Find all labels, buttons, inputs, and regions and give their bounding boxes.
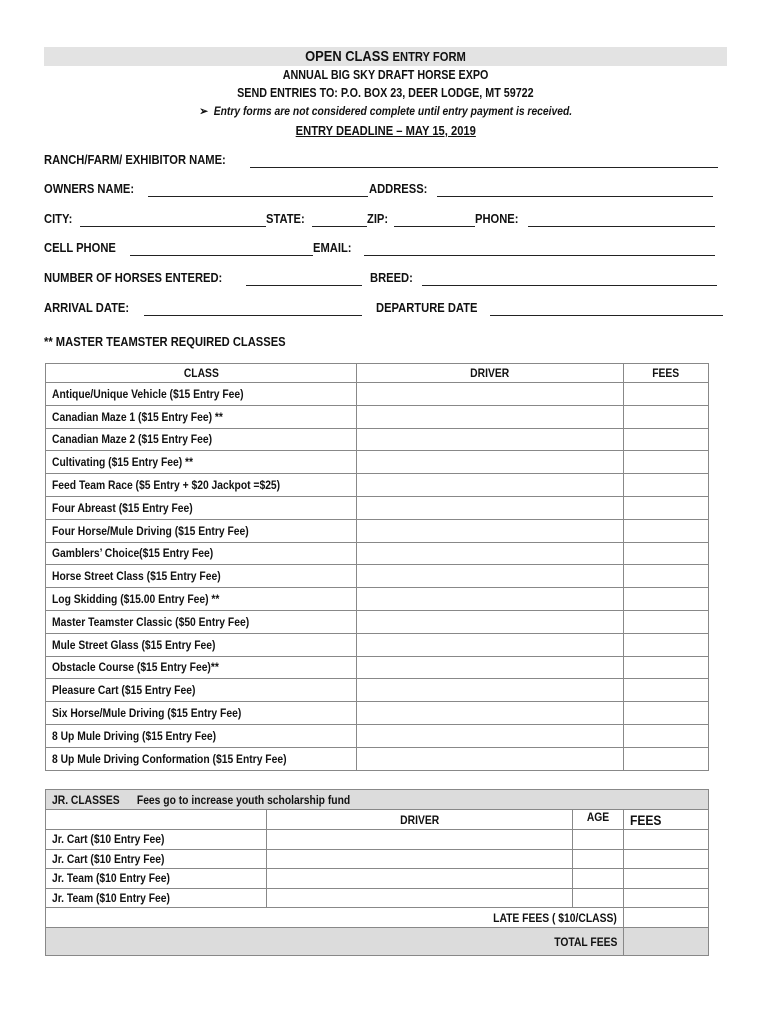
class-name-cell	[46, 610, 357, 633]
jr-fees-input[interactable]	[624, 849, 709, 869]
class-row	[46, 747, 709, 770]
title-main: OPEN CLASS	[305, 48, 393, 65]
jr-class-header-blank	[46, 810, 267, 830]
class-row	[46, 588, 709, 611]
class-name: Log Skidding ($15.00 Entry Fee) **	[52, 592, 220, 607]
driver-input[interactable]	[356, 542, 623, 565]
class-name-cell	[46, 519, 357, 542]
driver-input[interactable]	[356, 405, 623, 428]
class-name: Gamblers’ Choice($15 Entry Fee)	[52, 546, 214, 561]
dates-field-row	[44, 300, 727, 320]
jr-age-input[interactable]	[573, 888, 624, 908]
class-row	[46, 656, 709, 679]
state-label: STATE:	[266, 211, 305, 226]
class-name-cell	[46, 542, 357, 565]
driver-input[interactable]	[356, 747, 623, 770]
total-fees-label-cell	[46, 928, 624, 956]
class-name: Canadian Maze 2 ($15 Entry Fee)	[52, 432, 213, 447]
jr-fees-input[interactable]	[624, 869, 709, 889]
class-header: CLASS	[46, 364, 357, 383]
class-row	[46, 702, 709, 725]
class-row	[46, 542, 709, 565]
owners-label: OWNERS NAME:	[44, 181, 135, 196]
breed-input-line[interactable]	[422, 284, 717, 286]
payment-note	[44, 104, 727, 118]
class-name: Master Teamster Classic ($50 Entry Fee)	[52, 614, 250, 629]
title-tail: ENTRY FORM	[392, 49, 466, 64]
driver-input[interactable]	[356, 679, 623, 702]
class-row	[46, 451, 709, 474]
state-input-line[interactable]	[312, 225, 367, 227]
fees-input[interactable]	[624, 542, 709, 565]
class-name: Four Abreast ($15 Entry Fee)	[52, 500, 193, 515]
driver-input[interactable]	[356, 610, 623, 633]
driver-input[interactable]	[356, 724, 623, 747]
fees-input[interactable]	[624, 451, 709, 474]
jr-fees-header: FEES	[624, 810, 709, 830]
jr-fees-input[interactable]	[624, 888, 709, 908]
late-fees-label-cell	[46, 908, 624, 928]
address-input-line[interactable]	[437, 195, 713, 197]
class-name: Obstacle Course ($15 Entry Fee)**	[52, 660, 219, 675]
fees-input[interactable]	[624, 519, 709, 542]
class-row	[46, 565, 709, 588]
driver-input[interactable]	[356, 633, 623, 656]
class-name-cell	[46, 724, 357, 747]
email-input-line[interactable]	[364, 254, 715, 256]
driver-input[interactable]	[356, 588, 623, 611]
email-label: EMAIL:	[313, 240, 352, 255]
owners-field-row	[44, 181, 727, 201]
fees-input[interactable]	[624, 747, 709, 770]
master-teamster-text: ** MASTER TEAMSTER REQUIRED CLASSES	[44, 334, 286, 349]
fees-input[interactable]	[624, 496, 709, 519]
jr-age-header: AGE	[573, 810, 624, 830]
fees-input[interactable]	[624, 633, 709, 656]
send-to-text: SEND ENTRIES TO: P.O. BOX 23, DEER LODGE, MT 59722	[237, 86, 534, 100]
fees-input[interactable]	[624, 702, 709, 725]
jr-driver-input[interactable]	[266, 888, 572, 908]
jr-class-name-cell	[46, 830, 267, 850]
ranch-field-row	[44, 152, 727, 172]
class-name-cell	[46, 588, 357, 611]
address-label: ADDRESS:	[369, 181, 428, 196]
jr-scholarship-note: Fees go to increase youth scholarship fund	[136, 792, 351, 807]
class-row	[46, 405, 709, 428]
jr-class-row	[46, 888, 709, 908]
class-name-cell	[46, 405, 357, 428]
jr-age-input[interactable]	[573, 869, 624, 889]
payment-note-text: Entry forms are not considered complete until entry payment is received.	[213, 104, 572, 118]
ranch-label: RANCH/FARM/ EXHIBITOR NAME:	[44, 152, 226, 167]
jr-class-name: Jr. Team ($10 Entry Fee)	[52, 890, 170, 905]
send-to-address	[44, 86, 727, 100]
classes-header-row	[46, 364, 709, 383]
class-row	[46, 519, 709, 542]
breed-label: BREED:	[370, 270, 413, 285]
expo-subtitle-text: ANNUAL BIG SKY DRAFT HORSE EXPO	[282, 68, 489, 82]
driver-input[interactable]	[356, 496, 623, 519]
jr-header-row	[46, 810, 709, 830]
jr-fees-input[interactable]	[624, 830, 709, 850]
class-row	[46, 428, 709, 451]
jr-class-row	[46, 830, 709, 850]
class-row	[46, 496, 709, 519]
class-name-cell	[46, 702, 357, 725]
cell-phone-label: CELL PHONE	[44, 240, 116, 255]
total-fees-row	[46, 928, 709, 956]
jr-driver-input[interactable]	[266, 849, 572, 869]
driver-header: DRIVER	[356, 364, 623, 383]
class-name-cell	[46, 747, 357, 770]
class-name: Pleasure Cart ($15 Entry Fee)	[52, 683, 196, 698]
fees-input[interactable]	[624, 428, 709, 451]
fees-input[interactable]	[624, 474, 709, 497]
cell-field-row	[44, 240, 727, 260]
jr-class-row	[46, 849, 709, 869]
driver-input[interactable]	[356, 656, 623, 679]
jr-class-row	[46, 869, 709, 889]
fees-input[interactable]	[624, 679, 709, 702]
cell-phone-input-line[interactable]	[130, 254, 313, 256]
arrival-date-label: ARRIVAL DATE:	[44, 300, 130, 315]
jr-class-name: Jr. Team ($10 Entry Fee)	[52, 871, 170, 886]
ranch-input-line[interactable]	[250, 166, 718, 168]
entry-deadline	[44, 123, 727, 138]
jr-classes-banner	[46, 790, 709, 810]
city-label: CITY:	[44, 211, 73, 226]
jr-class-name: Jr. Cart ($10 Entry Fee)	[52, 851, 165, 866]
owners-input-line[interactable]	[148, 195, 368, 197]
late-fees-row	[46, 908, 709, 928]
class-name-cell	[46, 496, 357, 519]
driver-input[interactable]	[356, 451, 623, 474]
class-row	[46, 633, 709, 656]
fees-input[interactable]	[624, 724, 709, 747]
horses-field-row	[44, 270, 727, 290]
jr-class-name-cell	[46, 869, 267, 889]
city-field-row	[44, 211, 727, 231]
departure-date-label: DEPARTURE DATE	[376, 300, 478, 315]
jr-class-name: Jr. Cart ($10 Entry Fee)	[52, 832, 165, 847]
classes-table	[45, 363, 709, 771]
class-name: Antique/Unique Vehicle ($15 Entry Fee)	[52, 386, 244, 401]
driver-input[interactable]	[356, 702, 623, 725]
jr-driver-input[interactable]	[266, 869, 572, 889]
driver-input[interactable]	[356, 474, 623, 497]
fees-input[interactable]	[624, 656, 709, 679]
jr-classes-table	[45, 789, 709, 956]
jr-classes-label: JR. CLASSES	[52, 792, 120, 807]
class-name: Six Horse/Mule Driving ($15 Entry Fee)	[52, 706, 242, 721]
expo-subtitle	[44, 68, 727, 82]
phone-input-line[interactable]	[528, 225, 715, 227]
jr-class-name-cell	[46, 849, 267, 869]
deadline-text: ENTRY DEADLINE – MAY 15, 2019	[295, 123, 476, 138]
total-fees-input[interactable]	[624, 928, 709, 956]
total-fees-label: TOTAL FEES	[553, 934, 618, 949]
driver-input[interactable]	[356, 565, 623, 588]
class-row	[46, 610, 709, 633]
jr-age-input[interactable]	[573, 830, 624, 850]
class-name-cell	[46, 656, 357, 679]
class-name-cell	[46, 428, 357, 451]
num-horses-label: NUMBER OF HORSES ENTERED:	[44, 270, 223, 285]
class-name: 8 Up Mule Driving ($15 Entry Fee)	[52, 728, 217, 743]
class-name: Horse Street Class ($15 Entry Fee)	[52, 569, 221, 584]
class-name-cell	[46, 451, 357, 474]
class-row	[46, 383, 709, 406]
zip-label: ZIP:	[367, 211, 389, 226]
class-name-cell	[46, 383, 357, 406]
jr-class-name-cell	[46, 888, 267, 908]
zip-input-line[interactable]	[394, 225, 475, 227]
fees-input[interactable]	[624, 610, 709, 633]
class-name: Cultivating ($15 Entry Fee) **	[52, 455, 194, 470]
phone-label: PHONE:	[475, 211, 519, 226]
jr-driver-header: DRIVER	[266, 810, 572, 830]
num-horses-input-line[interactable]	[246, 284, 362, 286]
class-row	[46, 679, 709, 702]
class-name-cell	[46, 679, 357, 702]
master-teamster-note	[44, 334, 325, 349]
class-row	[46, 474, 709, 497]
driver-input[interactable]	[356, 383, 623, 406]
departure-date-input-line[interactable]	[490, 314, 723, 316]
class-name-cell	[46, 633, 357, 656]
late-fees-input[interactable]	[624, 908, 709, 928]
class-name-cell	[46, 565, 357, 588]
class-name: Four Horse/Mule Driving ($15 Entry Fee)	[52, 523, 249, 538]
fees-header: FEES	[624, 364, 709, 383]
arrow-bullet-icon: ➢	[199, 104, 208, 118]
class-name: Feed Team Race ($5 Entry + $20 Jackpot =$25)	[52, 478, 281, 493]
fees-input[interactable]	[624, 565, 709, 588]
driver-input[interactable]	[356, 519, 623, 542]
class-name: Mule Street Glass ($15 Entry Fee)	[52, 637, 216, 652]
jr-driver-input[interactable]	[266, 830, 572, 850]
form-title	[44, 47, 727, 66]
jr-age-input[interactable]	[573, 849, 624, 869]
class-name: Canadian Maze 1 ($15 Entry Fee) **	[52, 409, 223, 424]
fees-input[interactable]	[624, 588, 709, 611]
city-input-line[interactable]	[80, 225, 266, 227]
late-fees-label: LATE FEES ( $10/CLASS)	[493, 910, 618, 925]
jr-classes-banner-row	[46, 790, 709, 810]
arrival-date-input-line[interactable]	[144, 314, 362, 316]
fees-input[interactable]	[624, 405, 709, 428]
driver-input[interactable]	[356, 428, 623, 451]
fees-input[interactable]	[624, 383, 709, 406]
class-name: 8 Up Mule Driving Conformation ($15 Entry Fee)	[52, 751, 287, 766]
class-name-cell	[46, 474, 357, 497]
class-row	[46, 724, 709, 747]
